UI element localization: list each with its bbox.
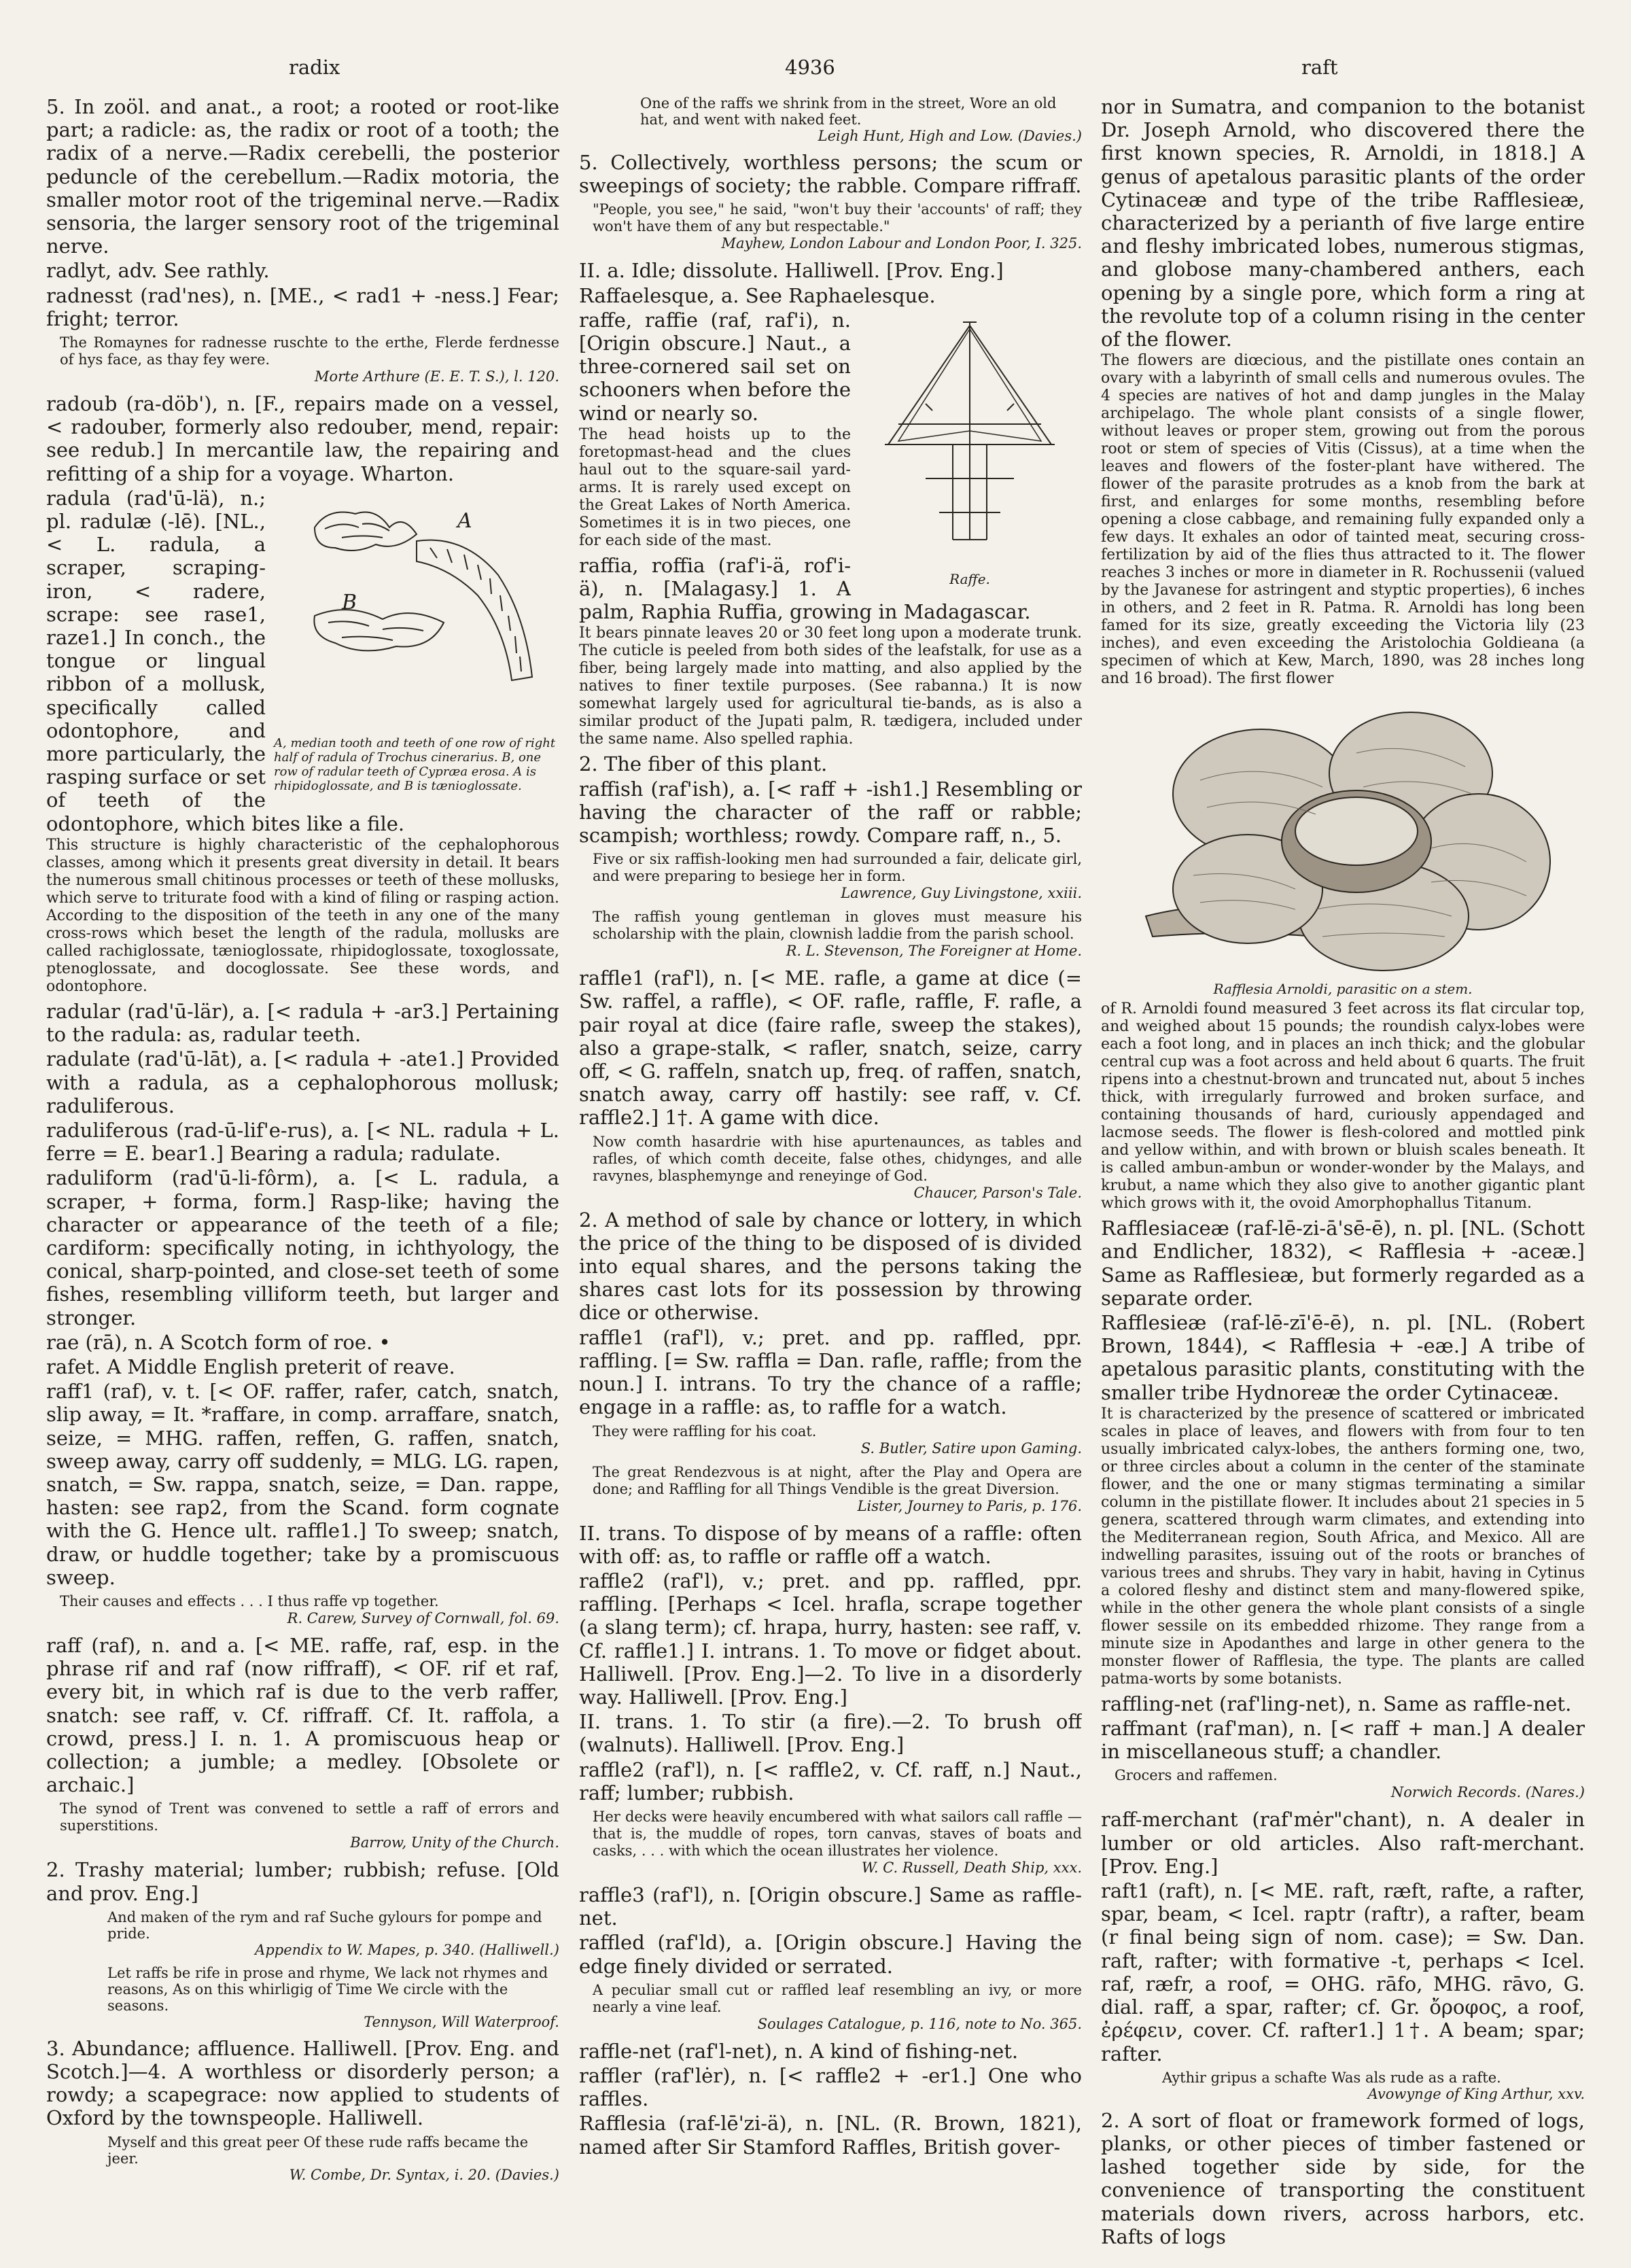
page-number: 4936 xyxy=(785,56,835,79)
entry-raff-II: II. a. Idle; dissolute. Halliwell. [Prov. Eng.] xyxy=(579,259,1004,283)
rafflesia-figure xyxy=(1101,692,1585,996)
quote-raff-n: The synod of Trent was convened to settle a raff of errors and superstitions. Barrow, Unity of the Church. xyxy=(60,1800,559,1851)
entry-raft1: raft1 (raft), n. [< ME. raft, ræft, rafte, a rafter, spar, beam, < Icel. raptr (raftr), a rafter, beam (r final being sign of nom. case); = Sw. Dan. raft, rafter; with formative -t, perhaps < Icel. raf, ræfr, a roof, = OHG. rāfo, MHG. rāvo, G. dial. raff, a spar, rafter; cf. Gr. ὄροφος, a roof, ἐρέφειν, cover. Cf. rafter1.] 1†. A beam; spar; rafter. xyxy=(1101,1879,1585,2065)
quote-raffmant: Grocers and raffemen. Norwich Records. (Nares.) xyxy=(1115,1767,1585,1801)
entry-raff-2: 2. Trashy material; lumber; rubbish; refuse. [Old and prov. Eng.] xyxy=(46,1858,559,1905)
entry-raffe: raffe, raffie (raf, raf'i), n. [Origin obscure.] Naut., a three-cornered sail set on schooners when before the wind or nearly so. xyxy=(579,308,851,425)
entry-raduliform: raduliform (rad'ū-li-fôrm), a. [< L. radula, a scraper, + forma, form.] Rasp-like; having the character or appearance of the teeth of a file; cardiform: specifically noting, in ichthyology, the conical, sharp-pointed, and close-set teeth of some fishes, resembling villiform teeth, but larger and stronger. xyxy=(46,1166,559,1329)
rafflesia-detail: The flowers are diœcious, and the pistillate ones contain an ovary with a labyrinth of small cells and numerous ovules. The 4 species are natives of hot and damp jungles in the Malay archipelago. The whole plant consists of a single flower, without leaves or proper stem, growing out from the porous root or stem of species of Vitis (Cissus), at a time when the leaves and flowers of the foster-plant have withered. The flower of the parasite protrudes as a knob from the bark at first, and enlarges for some months, resembling before opening a close cabbage, and remaining fully expanded only a few days. It exhales an odor of tainted meat, securing cross-fertilization by aid of the flies thus attracted to it. The flower reaches 3 inches or more in diameter in R. Rochussenii (valued by the Javanese for astringent and styptic properties), 6 inches in others, and 2 feet in R. Patma. R. Arnoldi has long been famed for its size, greatly exceeding the Victoria lily (23 inches), and even exceeding the Aristolochia Goldieana (a specimen of which at Kew, March, 1890, was 28 inches long and 16 broad). The first flower xyxy=(1101,352,1585,688)
entry-raffle-net: raffle-net (raf'l-net), n. A kind of fishing-net. xyxy=(579,2039,1019,2063)
rafflesia-illustration xyxy=(1125,692,1560,977)
entry-radulate: radulate (rad'ū-lāt), a. [< radula + -ate1.] Provided with a radula, as a cephalophorous mollusk; raduliferous. xyxy=(46,1047,559,1117)
entry-rafflesieae: Rafflesieæ (raf-lē-zī'ē-ē), n. pl. [NL. (Robert Brown, 1844), < Rafflesia + -eæ.] A tribe of apetalous parasitic plants, constituting with the smaller tribe Hydnoreæ the order Cytinaceæ. xyxy=(1101,1311,1585,1404)
raffe-caption: Raffe. xyxy=(949,571,990,588)
entry-rafflesia-cont: nor in Sumatra, and companion to the botanist Dr. Joseph Arnold, who discovered there the first known species, R. Arnoldi, in 1818.] A genus of apetalous parasitic plants of the order Cytinaceæ and type of the tribe Rafflesieæ, characterized by a perianth of five large entire and fleshy imbricated lobes, numerous stigmas, and globose many-chambered anthers, each opening by a single pore, which form a ring at the revolute top of a column rising in the center of the flower. xyxy=(1101,95,1585,351)
entry-raff-n: raff (raf), n. and a. [< ME. raffe, raf, esp. in the phrase rif and raf (now riffraff), < OF. rif et raf, every bit, in which raf is due to the verb raffer, snatch: see raff, v. Cf. riffraff. Cf. It. raffola, a crowd, press.] I. n. 1. A promiscuous heap or collection; a jumble; a medley. [Obsolete or archaic.] xyxy=(46,1633,559,1797)
entry-raffle1-v: raffle1 (raf'l), v.; pret. and pp. raffled, ppr. raffling. [= Sw. raffla = Dan. rafle, raffle; from the noun.] I. intrans. To try the chance of a raffle; engage in a raffle: as, to raffle for a watch. xyxy=(579,1325,1082,1419)
raffe-detail: The head hoists up to the foretopmast-head and the clues haul out to the square-sail yard-arms. It is rarely used except on the Great Lakes of North America. Sometimes it is in two pieces, one for each side of the mast. xyxy=(579,425,851,549)
radula-caption: A, median tooth and teeth of one row of right half of radula of Trochus cinerarius. B, one row of radular teeth of Cypræa erosa. A is rhipidoglossate, and B is tænioglossate. xyxy=(274,736,556,794)
raffia-detail: It bears pinnate leaves 20 or 30 feet long upon a moderate trunk. The cuticle is peeled from both sides of the leafstalk, for use as a fiber, being largely made into matting, and also applied by the natives to finer textile purposes. (See rabanna.) It is now somewhat largely used for agricultural tie-bands, as is also a similar product of the Jupati palm, R. tædigera, included under the same name. Also spelled raphia. xyxy=(579,625,1082,748)
entry-raff-merchant: raff-merchant (raf'mėr"chant), n. A dealer in lumber or old articles. Also raft-merchant. [Prov. Eng.] xyxy=(1101,1808,1585,1878)
guide-word-right: raft xyxy=(1301,56,1338,79)
entry-raffled: raffled (raf'ld), a. [Origin obscure.] Having the edge finely divided or serrated. xyxy=(579,1931,1082,1978)
column-1 xyxy=(46,95,559,2254)
entry-radnesst: radnesst (rad'nes), n. [ME., < rad1 + -ness.] Fear; fright; terror. xyxy=(46,283,559,330)
entry-radula: radula (rad'ū-lä), n.; pl. radulæ (-lē). [NL., < L. radula, a scraper, scraping-iron, < radere, scrape: see rase1, raze1.] In conch., the tongue or lingual ribbon of a mollusk, specifically called odontophore, and more particularly, the rasping surface or set of teeth of the odontophore, which bites like a file. xyxy=(46,486,405,835)
quote-raffish-1: Five or six raffish-looking men had surrounded a fair, delicate girl, and were preparing to besiege her in form. Lawrence, Guy Livingstone, xxiii. xyxy=(593,851,1082,902)
quote-raffle1-v-1: They were raffling for his coat. S. Butler, Satire upon Gaming. xyxy=(593,1423,1082,1456)
poem-raff-3: Myself and this great peer Of these rude raffs became the jeer. W. Combe, Dr. Syntax, i. 20. (Davies.) xyxy=(107,2133,559,2183)
radula-illustration xyxy=(274,487,559,731)
entry-radlyt: radlyt, adv. See rathly. xyxy=(46,259,270,283)
entry-raffle2-n: raffle2 (raf'l), n. [< raffle2, v. Cf. raff, n.] Naut., raff; lumber; rubbish. xyxy=(579,1758,1082,1804)
poem-raff-2b: Let raffs be rife in prose and rhyme, We lack not rhymes and reasons, As on this whirligig of Time We circle with the seasons. Tennyson, Will Waterproof. xyxy=(107,1964,559,2030)
entry-raff1: raff1 (raf), v. t. [< OF. raffer, rafer, catch, snatch, slip away, = It. *raffare, in comp. arraffare, snatch, seize, = MHG. raffen, reffen, G. raffen, snatch, sweep away, carry off suddenly, = MLG. LG. rapen, snatch, = Sw. rappa, snatch, seize, = Dan. rappe, hasten: see rap2, from the Scand. form cognate with the G. Hence ult. raffle1.] To sweep; snatch, draw, or huddle together; take by a promiscuous sweep. xyxy=(46,1380,559,1589)
rafflesia-detail-2: of R. Arnoldi found measured 3 feet across its flat circular top, and weighed about 15 pounds; the roundish calyx-lobes were each a foot long, and in places an inch thick; and the globular central cup was a foot across and held about 6 quarts. The fruit ripens into a chestnut-brown and truncated nut, about 5 inches thick, with irregularly furrowed and broken surface, and containing thousands of hard, curiously appendaged and lacmose seeds. The flower is flesh-colored and mottled pink and yellow within, and with brown or bluish scales beneath. It is called ambun-ambun or wonder-wonder by the Malays, and krubut, a name which they also give to another gigantic plant which grows with it, the ovoid Amorphophallus Titanum. xyxy=(1101,1000,1585,1212)
entry-raft1-2: 2. A sort of float or framework formed of logs, planks, or other pieces of timber fastened or lashed together side by side, for the convenience of transporting the constituent materials down rivers, across harbors, etc. Rafts of logs xyxy=(1101,2108,1585,2248)
entry-radoub: radoub (ra-döb'), n. [F., repairs made on a vessel, < radouber, formerly also redouber, mend, repair: see redub.] In mercantile law, the repairing and refitting of a ship for a voyage. Wharton. xyxy=(46,392,559,485)
quote-raffle1: Now comth hasardrie with hise apurtenaunces, as tables and rafles, of which comth deceite, false othes, chidynges, and alle ravynes, blasphemynge and reneyinge of God. Chaucer, Parson's Tale. xyxy=(593,1133,1082,1201)
entry-raffle3: raffle3 (raf'l), n. [Origin obscure.] Same as raffle-net. xyxy=(579,1883,1082,1930)
entry-raff-5: 5. Collectively, worthless persons; the scum or sweepings of society; the rabble. Compare riffraff. xyxy=(579,151,1082,198)
raffe-figure xyxy=(858,309,1082,587)
entry-raduliferous: raduliferous (rad-ū-lif'e-rus), a. [< NL. radula + L. ferre = E. bear1.] Bearing a radula; radulate. xyxy=(46,1118,559,1166)
quote-raffish-2: The raffish young gentleman in gloves must measure his scholarship with the plain, clownish laddie from the parish school. R. L. Stevenson, The Foreigner at Home. xyxy=(593,909,1082,960)
entry-rae: rae (rā), n. A Scotch form of roe. • xyxy=(46,1330,391,1354)
rafflesieae-detail: It is characterized by the presence of scattered or imbricated scales in place of leaves, and flowers with from four to ten usually imbricated calyx-lobes, the anthers forming one, two, or three circles about a column in the center of the staminate flower, and the one or many stigmas terminating a similar column in the pistillate flower. It includes about 21 species in 5 genera, scattered through warm climates, and extending into the Mediterranean region, South Africa, and Mexico. All are indwelling parasites, issuing out of the roots or branches of various trees and shrubs. They vary in habit, having in Cytinus a colored fleshy and distinct stem and many-flowered spike, while in the other genera the whole plant consists of a single flower sessile on its embedded rhizome. They range from a minute size in Apodanthes and large in other genera to the monster flower of Rafflesia, the type. The plants are called patma-worts by some botanists. xyxy=(1101,1405,1585,1688)
entry-raffmant: raffmant (raf'man), n. [< raff + man.] A dealer in miscellaneous stuff; a chandler. xyxy=(1101,1717,1585,1764)
entry-raffle1-II: II. trans. To dispose of by means of a raffle: often with off: as, to raffle or raffle off a watch. xyxy=(579,1521,1082,1568)
entry-raffia: raffia, roffia (raf'i-ä, rof'i-ä), n. [Malagasy.] 1. A palm, Raphia Ruffia, growing in Madagascar. xyxy=(579,553,1031,624)
entry-rafet: rafet. A Middle English preterit of reave. xyxy=(46,1355,455,1378)
radula-figure xyxy=(274,487,559,793)
entry-rafflesia: Rafflesia (raf-lē'zi-ä), n. [NL. (R. Brown, 1821), named after Sir Stamford Raffles, British gover- xyxy=(579,2112,1082,2159)
column-3 xyxy=(1101,95,1585,2254)
entry-rafflesiaceae: Rafflesiaceæ (raf-lē-zi-ā'sē-ē), n. pl. [NL. (Schott and Endlicher, 1832), < Rafflesia + -aceæ.] Same as Rafflesieæ, but formerly regarded as a separate order. xyxy=(1101,1217,1585,1310)
entry-raffle2-II: II. trans. 1. To stir (a fire).—2. To brush off (walnuts). Halliwell. [Prov. Eng.] xyxy=(579,1710,1082,1757)
raffe-sail-illustration xyxy=(858,309,1082,567)
entry-radular: radular (rad'ū-lär), a. [< radula + -ar3.] Pertaining to the radula: as, radular teeth. xyxy=(46,999,559,1047)
rafflesia-caption: Rafflesia Arnoldi, parasitic on a stem. xyxy=(1213,981,1473,998)
entry-raffia-2: 2. The fiber of this plant. xyxy=(579,752,828,776)
radula-label-a: A xyxy=(457,508,472,533)
entry-raffling-net: raffling-net (raf'ling-net), n. Same as raffle-net. xyxy=(1101,1692,1572,1715)
entry-radix-5: 5. In zoöl. and anat., a root; a rooted or root-like part; a radicle: as, the radix or root of a tooth; the radix of a nerve.—Radix cerebelli, the posterior peduncle of the cerebellum.—Radix motoria, the smaller motor root of the trigeminal nerve.—Radix sensoria, the larger sensory root of the trigeminal nerve. xyxy=(46,95,559,258)
quote-raff1: Their causes and effects . . . I thus raffe vp together. R. Carew, Survey of Cornwall, fol. 69. xyxy=(60,1592,559,1626)
entry-raffler: raffler (raf'lėr), n. [< raffle2 + -er1.] One who raffles. xyxy=(579,2063,1082,2111)
entry-raffle1-2: 2. A method of sale by chance or lottery, in which the price of the thing to be disposed of is divided into equal shares, and the persons taking the shares cast lots for its possession by throwing dice or otherwise. xyxy=(579,1208,1082,1325)
entry-raffish: raffish (raf'ish), a. [< raff + -ish1.] Resembling or having the character of the raff or rabble; scampish; worthless; rowdy. Compare raff, n., 5. xyxy=(579,777,1082,848)
quote-raffled: A peculiar small cut or raffled leaf resembling an ivy, or more nearly a vine leaf. Soulages Catalogue, p. 116, note to No. 365. xyxy=(593,1981,1082,2032)
poem-raft1: Aythir gripus a schafte Was als rude as a rafte. Avowynge of King Arthur, xxv. xyxy=(1162,2069,1585,2102)
entry-raff-3: 3. Abundance; affluence. Halliwell. [Prov. Eng. and Scotch.]—4. A worthless or disorderly person; a rowdy; a scapegrace: now applied to students of Oxford by the townspeople. Halliwell. xyxy=(46,2036,559,2130)
guide-word-left: radix xyxy=(289,56,340,79)
entry-raffle2-v: raffle2 (raf'l), v.; pret. and pp. raffled, ppr. raffling. [Perhaps < Icel. hrafla, scrape together (a slang term); cf. hrapa, hurry, hasten: see raff, v. Cf. raffle1.] I. intrans. 1. To move or fidget about. Halliwell. [Prov. Eng.]—2. To live in a disorderly way. Halliwell. [Prov. Eng.] xyxy=(579,1569,1082,1709)
poem-raff-2a: And maken of the rym and raf Suche gylours for pompe and pride. Appendix to W. Mapes, p. 340. (Halliwell.) xyxy=(107,1908,559,1958)
quote-raff-5: "People, you see," he said, "won't buy their 'accounts' of raff; they won't have them of any but respectable." Mayhew, London Labour and London Poor, I. 325. xyxy=(593,201,1082,252)
quote-raffle1-v-2: The great Rendezvous is at night, after the Play and Opera are done; and Raffling for all Things Vendible is the great Diversion. Lister, Journey to Paris, p. 176. xyxy=(593,1463,1082,1514)
radula-detail: This structure is highly characteristic of the cephalophorous classes, among which it presents great diversity in detail. It bears the numerous small chitinous processes or teeth of these mollusks, which serve to triturate food with a kind of filing or rasping action. According to the disposition of the teeth in any one of the many cross-rows which beset the length of the radula, mollusks are called rachiglossate, tænioglossate, rhipidoglossate, toxoglossate, ptenoglossate, and docoglossate. See these words, and odontophore. xyxy=(46,836,559,995)
radula-label-b: B xyxy=(342,590,357,614)
quote-radnesst: The Romaynes for radnesse ruschte to the erthe, Flerde ferdnesse of hys face, as thay fey were. Morte Arthure (E. E. T. S.), l. 120. xyxy=(60,334,559,385)
quote-raffle2-n: Her decks were heavily encumbered with what sailors call raffle — that is, the muddle of ropes, torn canvas, staves of boats and casks, . . . with which the ocean illustrates her violence. W. C. Russell, Death Ship, xxx. xyxy=(593,1808,1082,1876)
poem-col2-top: One of the raffs we shrink from in the street, Wore an old hat, and went with naked feet. Leigh Hunt, High and Low. (Davies.) xyxy=(640,95,1082,144)
column-2 xyxy=(579,95,1082,2254)
entry-raffaelesque: Raffaelesque, a. See Raphaelesque. xyxy=(579,283,936,307)
page-header xyxy=(0,56,1631,83)
entry-raffle1: raffle1 (raf'l), n. [< ME. rafle, a game at dice (= Sw. raffel, a raffle), < OF. rafle, raffle, F. rafle, a pair royal at dice (faire rafle, sweep the stakes), also a grape-stalk, < rafler, snatch, seize, carry off, < G. raffeln, snatch up, freq. of raffen, snatch, snatch away, carry off hastily: see raff, v. Cf. raffle2.] 1†. A game with dice. xyxy=(579,966,1082,1130)
